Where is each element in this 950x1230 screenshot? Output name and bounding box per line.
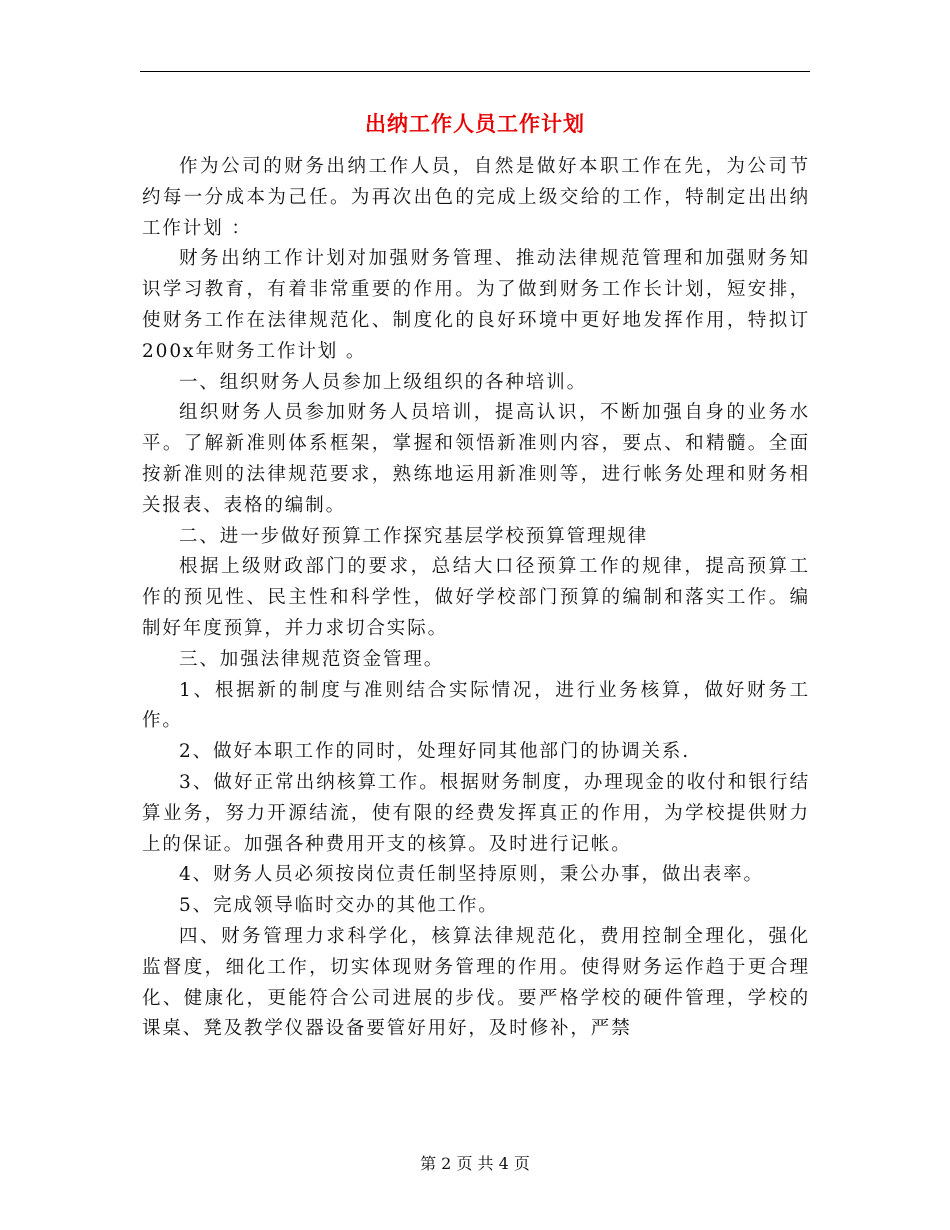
list-item-3: 3、做好正常出纳核算工作。根据财务制度，办理现金的收付和银行结算业务，努力开源结流，使有限的经费发挥真正的作用，为学校提供财力上的保证。加强各种费用开支的核算。及时进行记帐。: [142, 771, 810, 855]
document-title: 出纳工作人员工作计划: [365, 111, 585, 136]
page-footer: [0, 1152, 950, 1176]
section-heading-2: 二、进一步做好预算工作探究基层学校预算管理规律: [179, 525, 649, 547]
paragraph-intro: 作为公司的财务出纳工作人员，自然是做好本职工作在先，为公司节约每一分成本为己任。为再次出色的完成上级交给的工作，特制定出出纳工作计划 ：: [142, 156, 810, 239]
list-item-1: 1、根据新的制度与准则结合实际情况，进行业务核算，做好财务工作。: [142, 679, 810, 732]
paragraph-training: 组织财务人员参加财务人员培训，提高认识，不断加强自身的业务水平。了解新准则体系框架，掌握和领悟新准则内容，要点、和精髓。全面按新准则的法律规范要求，熟练地运用新准则等，进行帐务处理和财务相关报表、表格的编制。: [142, 402, 810, 516]
list-item-5: 5、完成领导临时交办的其他工作。: [179, 895, 499, 917]
page-number-label: 第 2 页 共 4 页: [420, 1154, 530, 1173]
paragraph-purpose: 财务出纳工作计划对加强财务管理、推动法律规范管理和加强财务知识学习教育，有着非常重要的作用。为了做到财务工作长计划，短安排，使财务工作在法律规范化、制度化的良好环境中更好地发挥作用，特拟订200x年财务工作计划 。: [142, 248, 810, 362]
paragraph-budget: 根据上级财政部门的要求，总结大口径预算工作的规律，提高预算工作的预见性、民主性和科学性，做好学校部门预算的编制和落实工作。编制好年度预算，并力求切合实际。: [142, 556, 810, 639]
header-rule: [140, 71, 810, 72]
section-heading-4: 四、财务管理力求科学化，核算法律规范化，费用控制全理化，强化监督度，细化工作，切实体现财务管理的作用。使得财务运作趋于更合理化、健康化，更能符合公司进展的步伐。要严格学校的硬件管理，学校的课桌、凳及教学仪器设备要管好用好，及时修补，严禁: [142, 925, 810, 1040]
document-body: [142, 152, 810, 1045]
section-heading-1: 一、组织财务人员参加上级组织的各种培训。: [179, 371, 588, 393]
section-heading-3: 三、加强法律规范资金管理。: [179, 648, 445, 670]
list-item-4: 4、财务人员必须按岗位责任制坚持原则，秉公办事，做出表率。: [179, 864, 764, 886]
list-item-2: 2、做好本职工作的同时，处理好同其他部门的协调关系.: [179, 741, 691, 763]
